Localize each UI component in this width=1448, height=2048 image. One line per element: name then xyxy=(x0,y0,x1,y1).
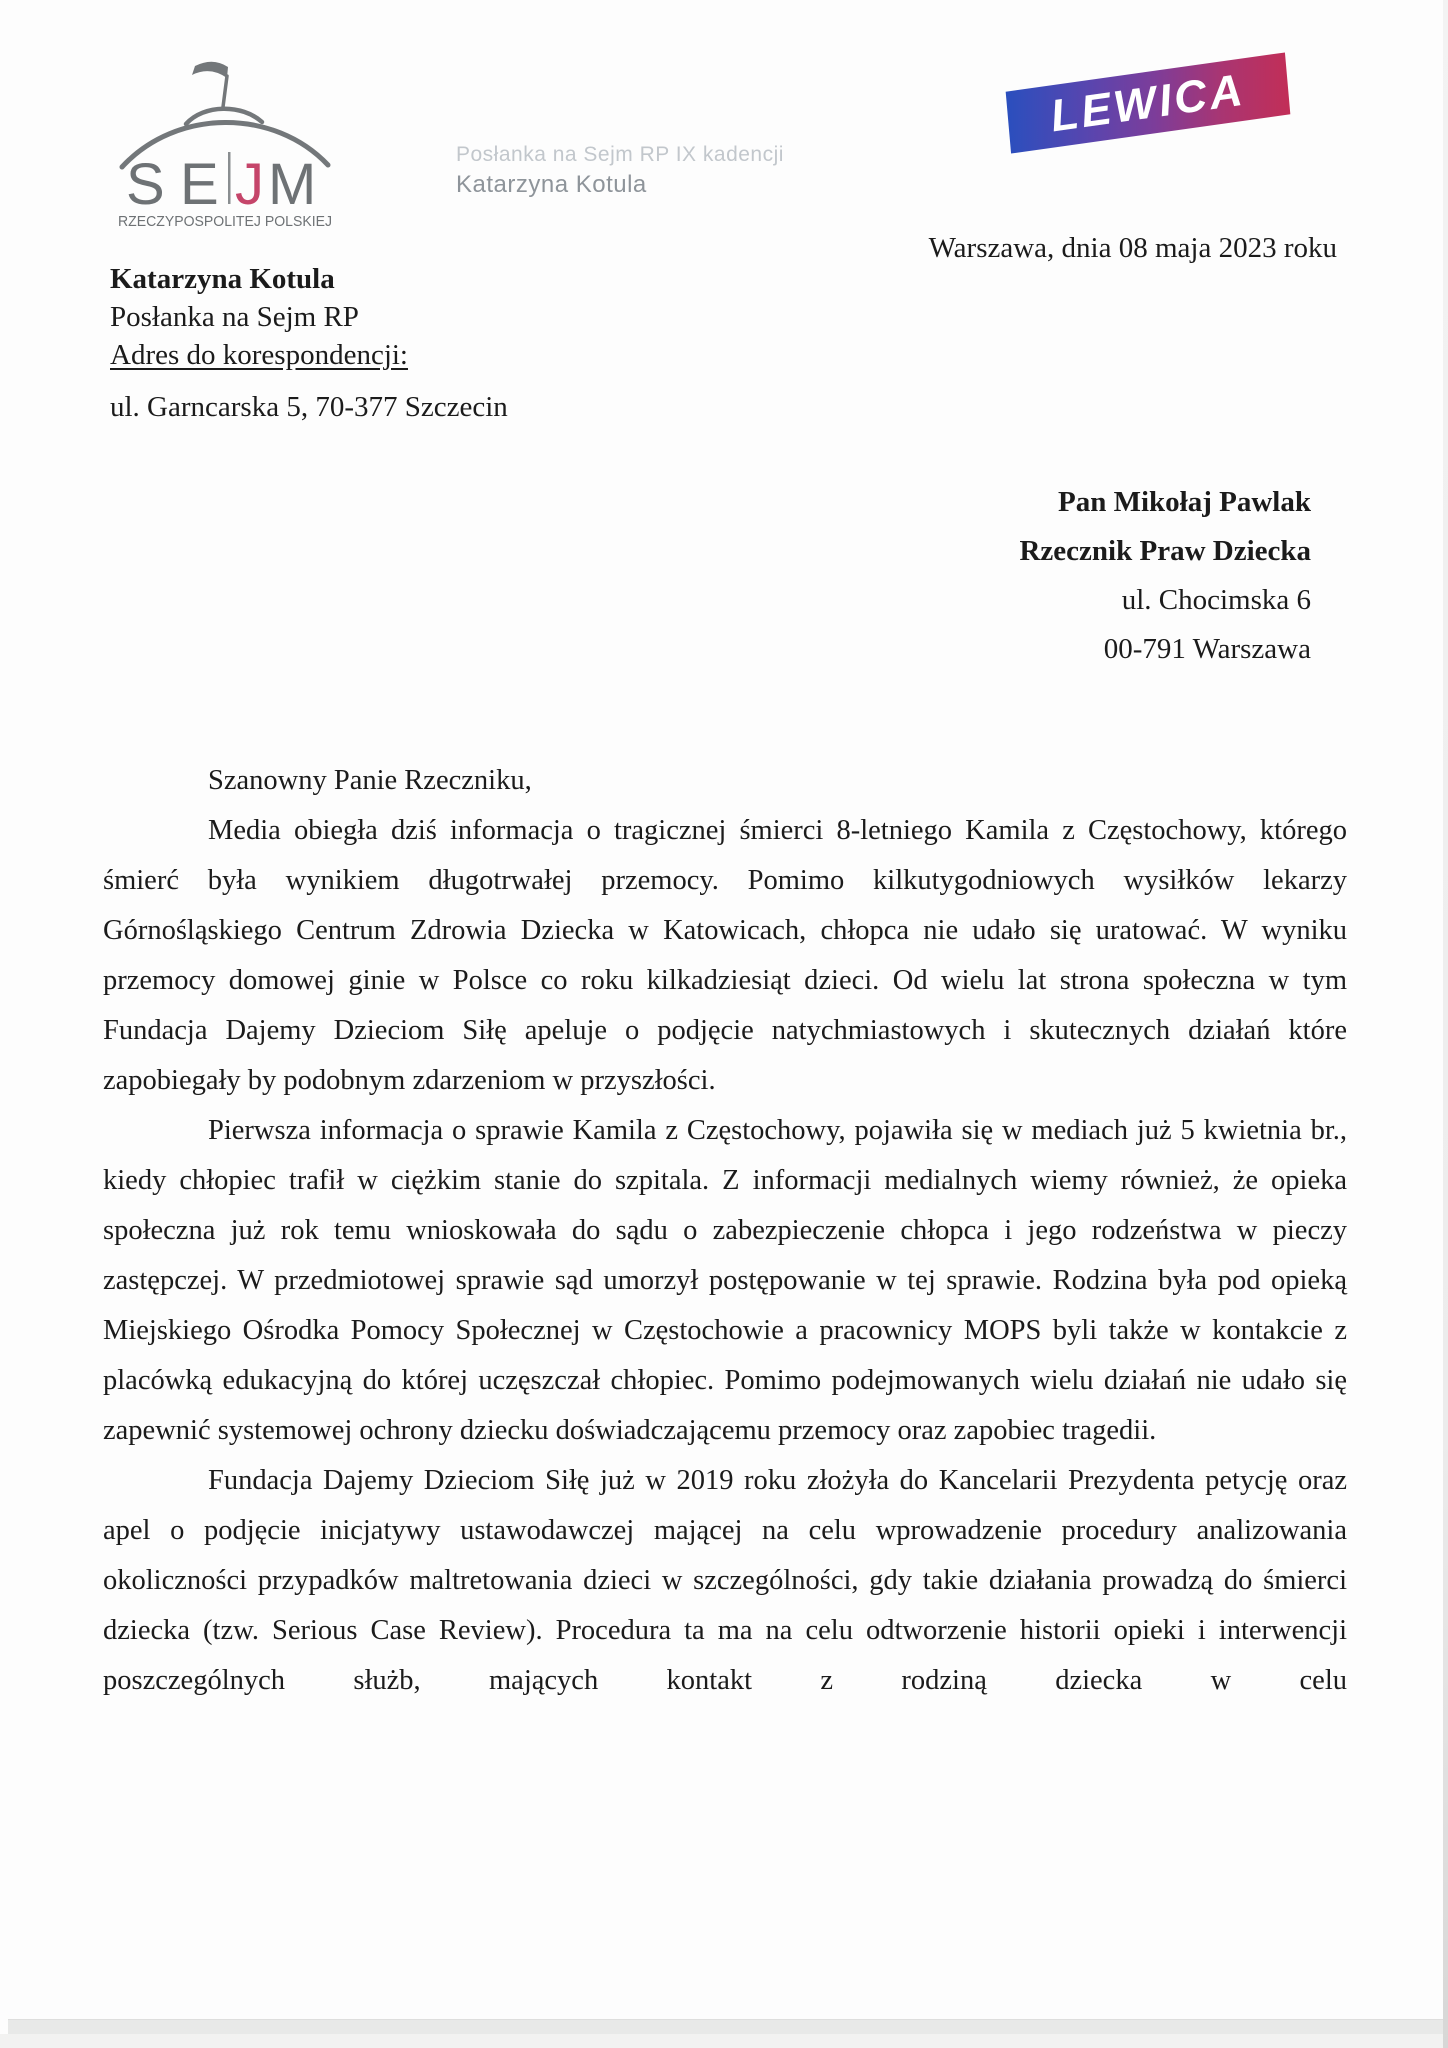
sejm-letter-m: M xyxy=(268,152,317,217)
lewica-logo-text: LEWICA xyxy=(1047,63,1249,142)
sejm-letter-j-accent xyxy=(228,152,231,204)
deputy-name: Katarzyna Kotula xyxy=(456,171,647,198)
letter-body xyxy=(103,756,1347,1706)
lewica-logo xyxy=(1006,52,1291,153)
sejm-flag-icon xyxy=(223,76,227,107)
recipient-title: Rzecznik Praw Dziecka xyxy=(1019,535,1311,567)
salutation: Szanowny Panie Rzeczniku, xyxy=(208,765,532,796)
sejm-flag-icon xyxy=(192,62,228,78)
deputy-label: Posłanka na Sejm RP IX kadencji xyxy=(456,143,784,166)
sender-address-label: Adres do korespondencji: xyxy=(110,339,408,371)
sender-block xyxy=(110,260,508,426)
sejm-subtitle: RZECZYPOSPOLITEJ POLSKIEJ xyxy=(118,214,332,230)
date-line: Warszawa, dnia 08 maja 2023 roku xyxy=(928,232,1337,264)
recipient-name: Pan Mikołaj Pawlak xyxy=(1058,486,1311,518)
recipient-block xyxy=(0,478,1311,674)
sejm-logo xyxy=(116,52,336,232)
recipient-street: ul. Chocimska 6 xyxy=(1121,584,1311,616)
deputy-header xyxy=(456,140,784,200)
sejm-letter-s: S xyxy=(126,152,165,217)
sender-role: Posłanka na Sejm RP xyxy=(110,301,359,333)
sender-name: Katarzyna Kotula xyxy=(110,263,335,295)
paragraph-3: Fundacja Dajemy Dzieciom Siłę już w 2019 roku złożyła do Kancelarii Prezydenta petycję oraz apel o podjęcie inicjatywy ustawodawczej mającej na celu wprowadzenie procedury analizowania okoliczności przypadków maltretowania dzieci w szczególności, gdy takie działania prowadzą do śmierci dziecka (tzw. Serious Case Review). Procedura ta ma na celu odtworzenie historii opieki i interwencji poszczególnych służb, mających kontakt z rodziną dziecka w celu xyxy=(103,1465,1347,1696)
recipient-city: 00-791 Warszawa xyxy=(1103,633,1311,665)
scan-edge-right xyxy=(1443,0,1448,2048)
sender-street: ul. Garncarska 5, 70-377 Szczecin xyxy=(110,391,508,423)
scan-edge-bottom xyxy=(8,2019,1448,2035)
paragraph-2: Pierwsza informacja o sprawie Kamila z Częstochowy, pojawiła się w mediach już 5 kwietnia br., kiedy chłopiec trafił w ciężkim stanie do szpitala. Z informacji medialnych wiemy również, że opieka społeczna już rok temu wnioskowała do sądu o zabezpieczenie chłopca i jego rodzeństwa w pieczy zastępczej. W przedmiotowej sprawie sąd umorzył postępowanie w tej sprawie. Rodzina była pod opieką Miejskiego Ośrodka Pomocy Społecznej w Częstochowie a pracownicy MOPS byli także w kontakcie z placówką edukacyjną do której uczęszczał chłopiec. Pomimo podejmowanych wielu działań nie udało się zapewnić systemowej ochrony dziecku doświadczającemu przemocy oraz zapobiec tragedii. xyxy=(103,1115,1347,1446)
scan-edge-bottom-fade xyxy=(0,2034,1448,2048)
paragraph-1: Media obiegła dziś informacja o tragicznej śmierci 8-letniego Kamila z Częstochowy, którego śmierć była wynikiem długotrwałej przemocy. Pomimo kilkutygodniowych wysiłków lekarzy Górnośląskiego Centrum Zdrowia Dziecka w Katowicach, chłopca nie udało się uratować. W wyniku przemocy domowej ginie w Polsce co roku kilkadziesiąt dzieci. Od wielu lat strona społeczna w tym Fundacja Dajemy Dzieciom Siłę apeluje o podjęcie natychmiastowych i skutecznych działań które zapobiegały by podobnym zdarzeniom w przyszłości. xyxy=(103,815,1347,1096)
sejm-letter-j: J xyxy=(235,152,264,217)
sejm-letter-e: E xyxy=(180,152,219,217)
